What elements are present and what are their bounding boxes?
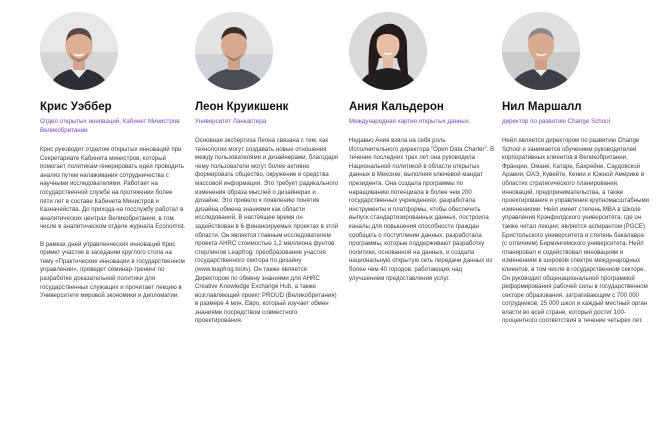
speaker-bio: [349, 137, 495, 283]
speaker-role: Университет Ланкастера: [195, 118, 267, 125]
person-photo-icon: [502, 12, 580, 90]
bio-paragraph: Основная экспертиза Леона связана с тем, как технологии могут создавать новые отношения между пользователями и дизайнерами, благодаря чему пользователи могут более активно формировать общество, окружение и средства массовой информации. Это требует радикального изменения образа мыслей о дизайнерах и дизайне. Это привело к появлению понятия дизайна обмена знаниями как области исследований. В настоящее время он задействован в 6 финансируемых проектах в этой области. Он является главным исследователем проекта AHRC стоимостью 1,2 миллиона фунтов стерлингов Leapfrog: преобразование участия государственного сектора по дизайну (www.leapfrog.tools). Он также является Директором по обмену знаниями для AHRC Creative Knowledge Exchange Hub, а также возглавляющий проект PROUD (Великобритания) в размере 4 млн. Евро, который изучает обмен знаниями посредством совместного проектирования.: [195, 137, 339, 325]
bio-paragraph: Крис руководит отделом открытых инноваций при Секретариате Кабинета министров, который помогает политикам генерировать идеи проводить анализ путем налаживания сотрудничества с научными исследователями. Работает на государственной службе на протяжении более пяти лет в составе Кабинета Министров и Казначейства. До прихода на госслужбу работал в аналитических центрах Великобритании, в том числе в аналитическом отделе журнала Economist.: [40, 146, 186, 231]
person-photo-icon: [349, 12, 427, 90]
bio-paragraph: Недавно Ания взяла на себя роль Исполнительного директора "Open Data Charter". В течение последних трех лет она руководила Национальной политикой в области открытых данных в Мексике, выполняя ключевой мандат президента. Она создала программы по наращиванию потенциала в более чем 200 государственных учреждениях, разработала инструменты и платформы, чтобы обеспечить выпуск стандартизированных данных, построила каналы для повышения способности граждан сообщать о поступлении данных, разработала программы, которые поддерживают разработку политики, основанной на данных, и создала национальную открытую сеть передачи данных из более чем 40 городов, работающих над улучшением предоставления услуг.: [349, 137, 495, 282]
speaker-role: директор по развитию Change School: [502, 118, 610, 125]
speaker-name: Леон Круикшенк: [195, 101, 289, 113]
bio-paragraph: Нейл является директором по развитию Change School и занимается обучением руководителей корпоративных клиентов в Великобритании, Франции, Омане, Катаре, Бахрейне, Саудовской Аравии, ОАЭ, Кувейте, Кении и Южной Америке в областях стратегического планирования, инноваций, предпринимательства, а также проектирования и управления крупномасштабными изменениями. Нейл имеет степень MBA в Школе управления Крэнфилдского университета, где он также читал лекции; является аспирантом (PGCE) Бристольского университета и степень бакалавра (с отличием) Бирмингемского университета. Нейл планировал и содействовал инновациям и изменениям в широком спектре международных клиентов, в том числе в государственном секторе. Он руководил общенациональной программой реформирования рабочей силы в государственном секторе образования, затрагивающим с 700 000 сотрудников, 25 000 школ и каждый местный орган власти во всей стране, который достиг 100-процентного соответствия в течение четырех лет.: [502, 137, 650, 325]
speaker-bio: [502, 137, 650, 326]
person-photo-icon: [40, 12, 118, 90]
speaker-role: Международная хартия открытых данных: [349, 118, 469, 125]
person-photo-icon: [195, 12, 273, 90]
speaker-bio: [195, 137, 341, 326]
speaker-name: Крис Уэббер: [40, 101, 112, 113]
speaker-bio: [40, 146, 186, 301]
speaker-name: Ания Кальдерон: [349, 101, 444, 113]
speaker-role: Отдел открытых инноваций, Кабинет Министров Великобритании: [40, 118, 180, 134]
bio-paragraph: В рамках дней управленческих инноваций Крис примет участие в заседании круглого стола на тему «Практические инновации в государственном управлении», проведет семинар-тренинг по разработке доказательной политики для государственных служащих и прочитает лекцию в Университете мировой экономики и дипломатии.: [40, 240, 185, 300]
speaker-name: Нил Маршалл: [502, 101, 582, 113]
